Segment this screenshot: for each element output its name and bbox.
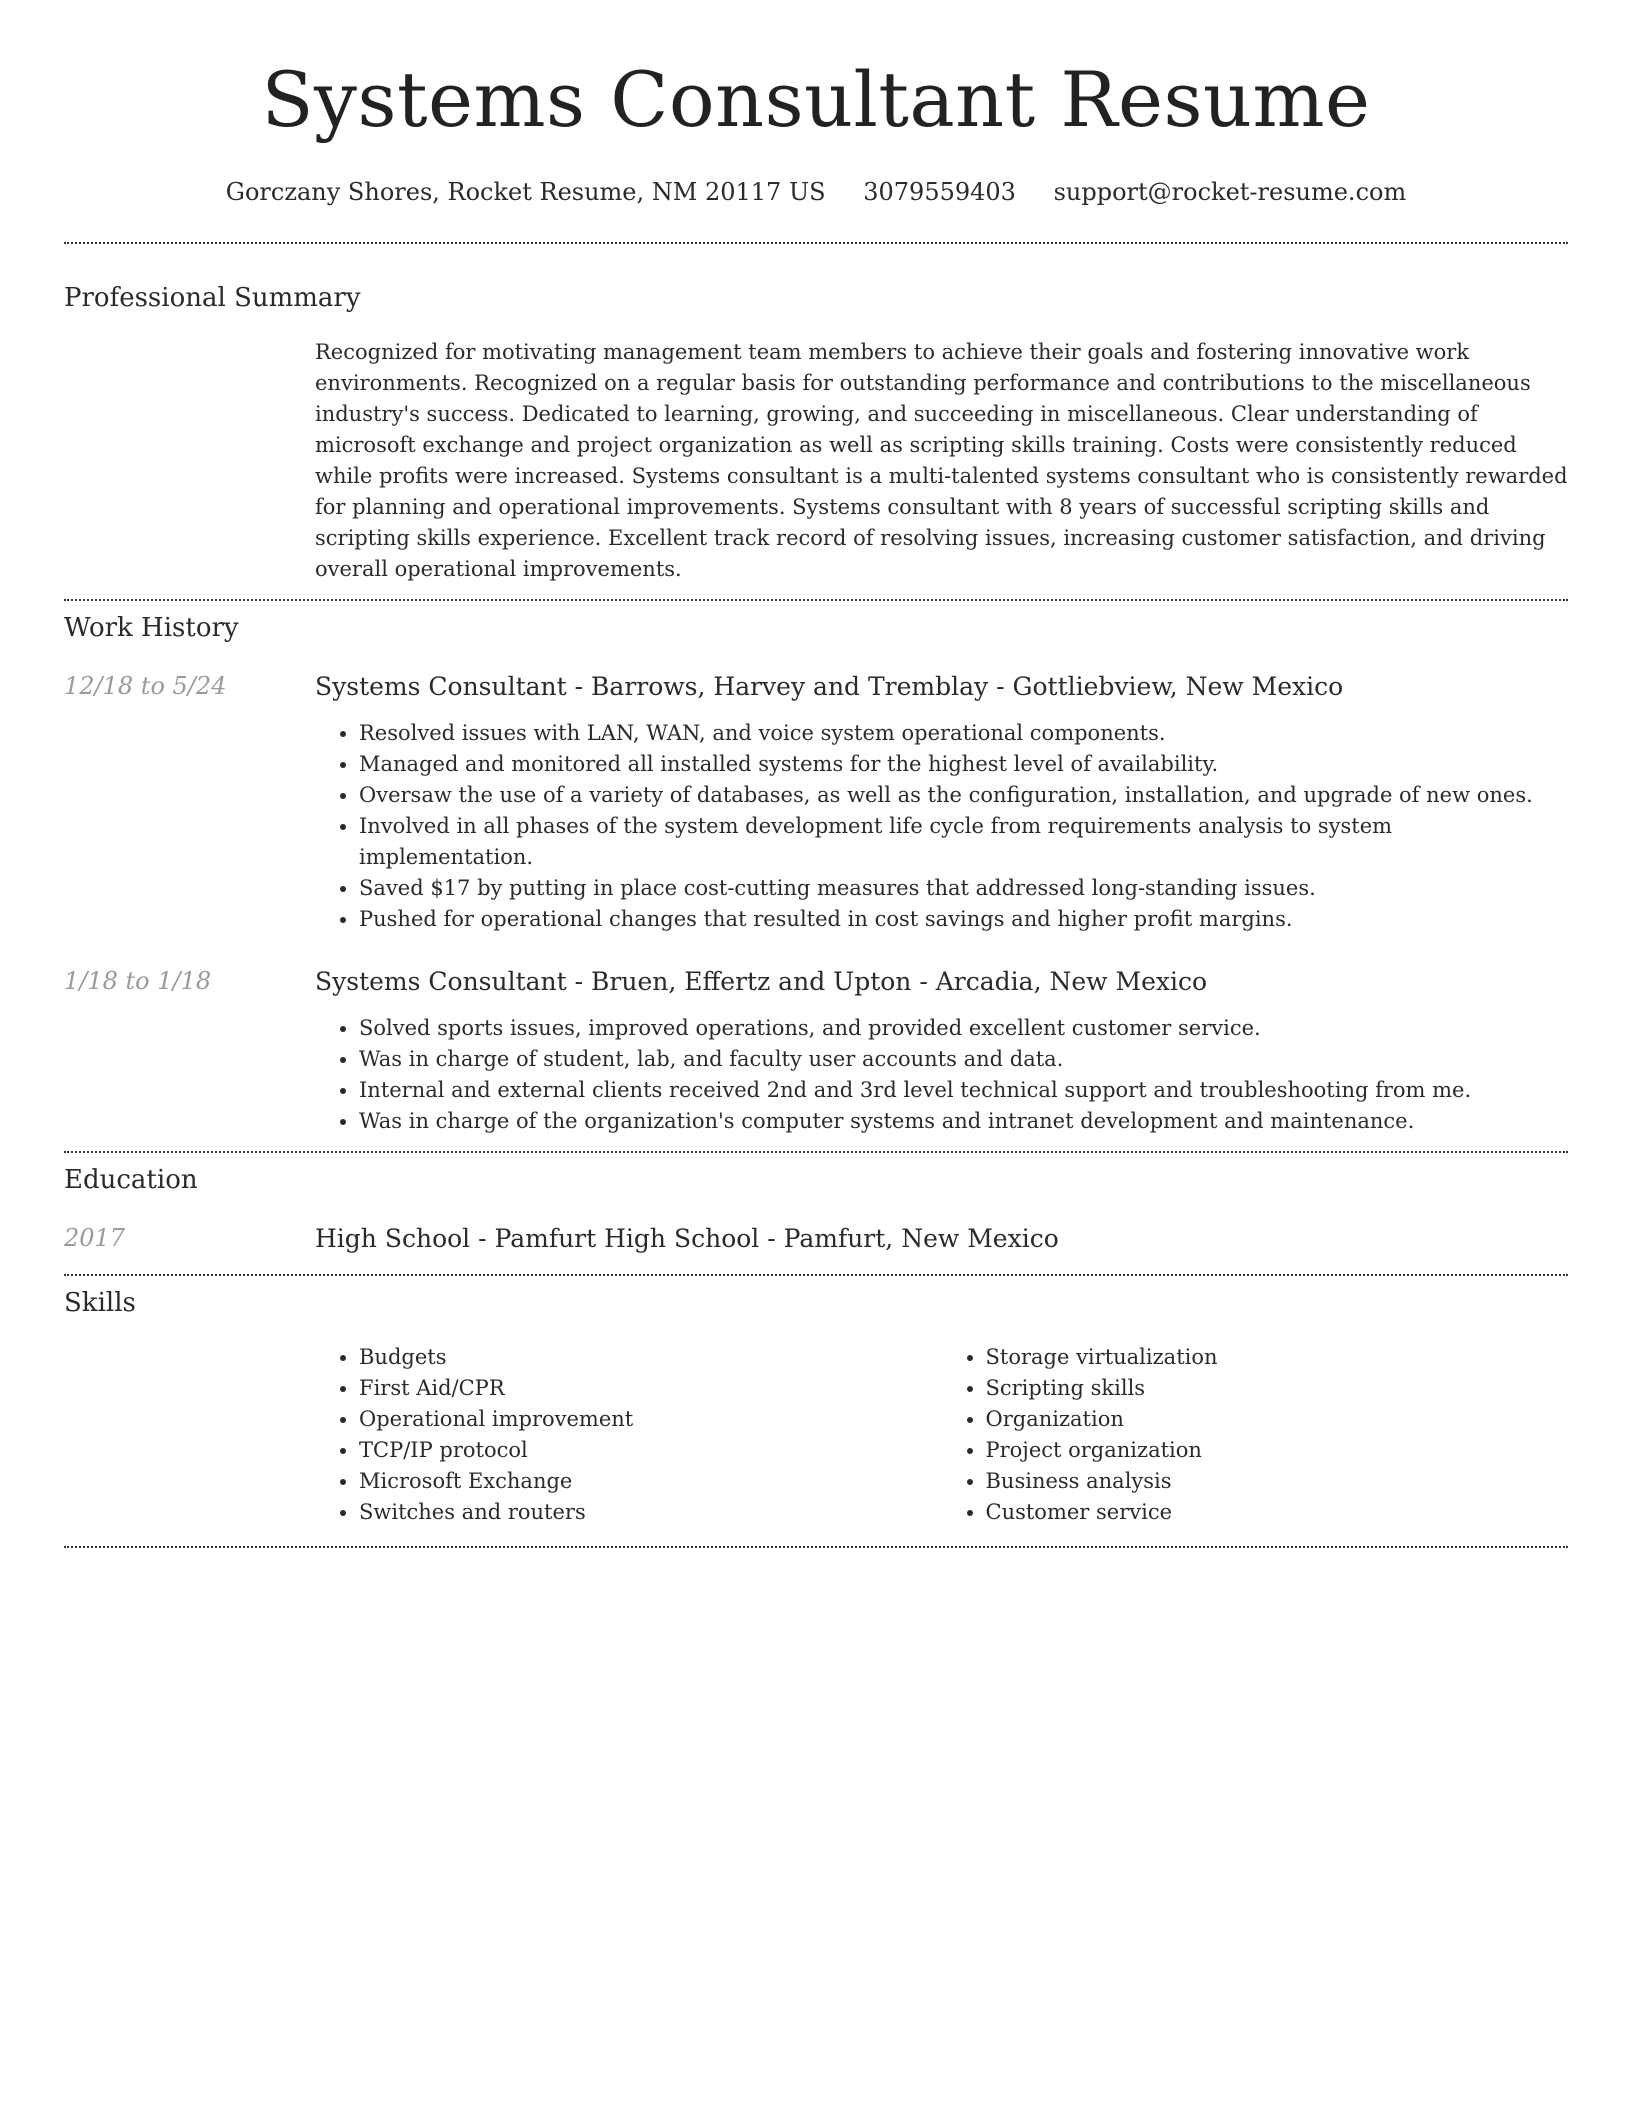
list-item: • Resolved issues with LAN, WAN, and voice system operational components. [359,718,1568,749]
job-dates: 12/18 to 5/24 [64,672,227,700]
job-dates: 1/18 to 1/18 [64,967,212,995]
skill-item: • Project organization [986,1435,1569,1466]
job-title: Systems Consultant - Barrows, Harvey and Tremblay - Gottliebview, New Mexico [315,672,1344,701]
job-bullets [315,1013,1568,1137]
list-item: • Managed and monitored all installed systems for the highest level of availability. [359,749,1568,780]
header-divider [64,242,1568,244]
list-item: • Internal and external clients received 2nd and 3rd level technical support and troubleshooting from me. [359,1075,1568,1106]
list-item: • Was in charge of student, lab, and faculty user accounts and data. [359,1044,1568,1075]
skills-list-right [942,1342,1569,1528]
skill-item: • Customer service [986,1497,1569,1528]
job-entry [64,967,1568,1137]
work-history-heading: Work History [64,613,239,643]
summary-divider [64,599,1568,601]
summary-section [64,283,1568,585]
list-item: • Pushed for operational changes that resulted in cost savings and higher profit margins. [359,904,1568,935]
work-history-section [64,613,1568,1137]
skill-item: • Switches and routers [359,1497,942,1528]
education-date: 2017 [64,1224,126,1252]
skills-section [64,1288,1568,1528]
skill-item: • First Aid/CPR [359,1373,942,1404]
education-title: High School - Pamfurt High School - Pamfurt, New Mexico [315,1224,1059,1253]
skills-divider [64,1546,1568,1548]
skill-item: • Operational improvement [359,1404,942,1435]
skill-item: • TCP/IP protocol [359,1435,942,1466]
job-bullets [315,718,1568,935]
summary-text: Recognized for motivating management team members to achieve their goals and fostering innovative work environments. Recognized on a regular basis for outstanding performance and contributions to the miscellaneous industry's success. Dedicated to learning, growing, and succeeding in miscellaneous. Clear understanding of microsoft exchange and project organization as well as scripting skills training. Costs were consistently reduced while profits were increased. Systems consultant is a multi-talented systems consultant who is consistently rewarded for planning and operational improvements. Systems consultant with 8 years of successful scripting skills and scripting skills experience. Excellent track record of resolving issues, increasing customer satisfaction, and driving overall operational improvements. [315,340,1568,581]
job-entry [64,672,1568,935]
contact-line [64,178,1568,206]
resume-title: Systems Consultant Resume [261,55,1371,144]
contact-address: Gorczany Shores, Rocket Resume, NM 20117 US [225,178,826,206]
list-item: • Oversaw the use of a variety of databases, as well as the configuration, installation, and upgrade of new ones. [359,780,1568,811]
skills-heading: Skills [64,1288,136,1318]
contact-phone: 3079559403 [863,178,1016,206]
skills-grid [315,1342,1568,1528]
list-item: • Saved $17 by putting in place cost-cutting measures that addressed long-standing issues. [359,873,1568,904]
skill-item: • Microsoft Exchange [359,1466,942,1497]
skill-item: • Organization [986,1404,1569,1435]
skill-item: • Storage virtualization [986,1342,1569,1373]
skill-item: • Scripting skills [986,1373,1569,1404]
list-item: • Solved sports issues, improved operations, and provided excellent customer service. [359,1013,1568,1044]
education-section [64,1165,1568,1254]
list-item: • Involved in all phases of the system development life cycle from requirements analysis to system implementation. [359,811,1568,873]
skills-list-left [315,1342,942,1528]
education-heading: Education [64,1165,198,1195]
work-divider [64,1151,1568,1153]
education-divider [64,1274,1568,1276]
list-item: • Was in charge of the organization's computer systems and intranet development and maintenance. [359,1106,1568,1137]
job-title: Systems Consultant - Bruen, Effertz and Upton - Arcadia, New Mexico [315,967,1208,996]
contact-email: support@rocket-resume.com [1053,178,1407,206]
summary-heading: Professional Summary [64,283,361,313]
skill-item: • Budgets [359,1342,942,1373]
skill-item: • Business analysis [986,1466,1569,1497]
education-entry [64,1224,1568,1254]
